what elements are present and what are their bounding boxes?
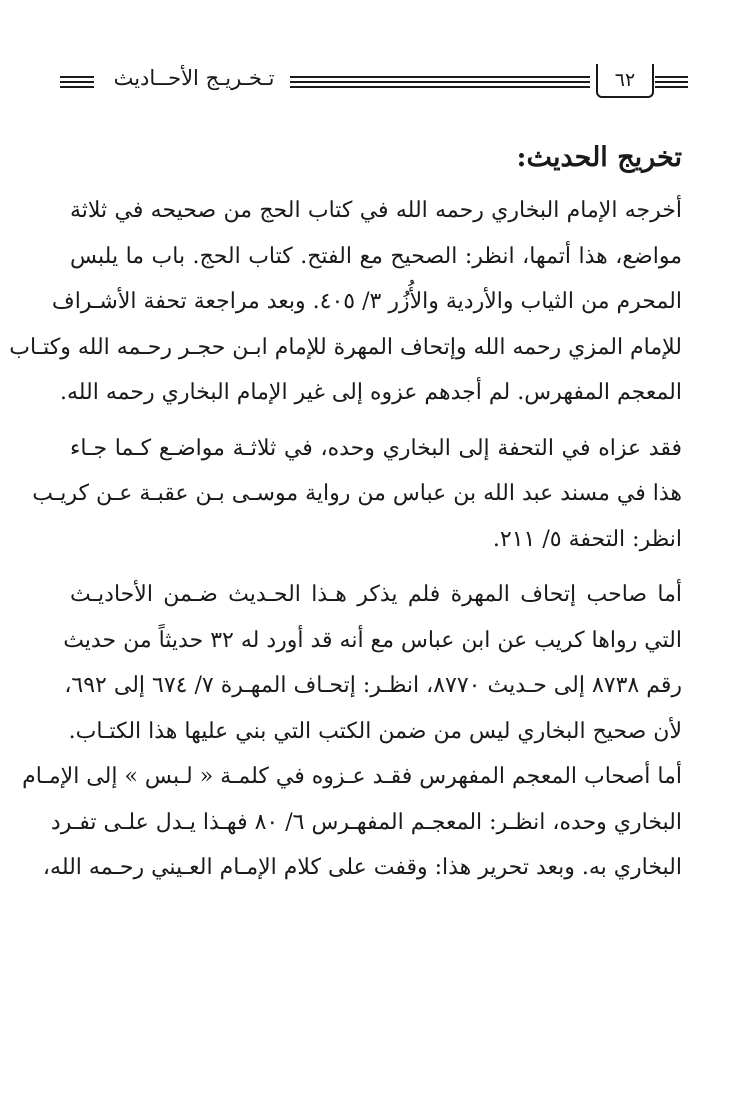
- header-rule-middle: [290, 76, 590, 88]
- running-header: [60, 62, 688, 102]
- text-line: رقم ٨٧٣٨ إلى حـديث ٨٧٧٠، انظـر: إتحـاف المهـرة ٧/ ٦٧٤ إلى ٦٩٢،: [64, 673, 682, 698]
- text-line: أما صاحب إتحاف المهرة فلم يذكر هـذا الحـديث ضـمن الأحاديـث: [70, 582, 682, 607]
- text-line: أما أصحاب المعجم المفهرس فقـد عـزوه في كلمـة « لـبس » إلى الإمـام: [22, 764, 682, 789]
- text-line: للإمام المزي رحمه الله وإتحاف المهرة للإمام ابـن حجـر رحـمه الله وكتـاب: [9, 334, 682, 360]
- text-line: فقد عزاه في التحفة إلى البخاري وحده، في ثلاثـة مواضـع كـما جـاء: [70, 435, 682, 461]
- text-line: البخاري به. وبعد تحرير هذا: وقفت على كلام الإمـام العـيني رحـمه الله،: [42, 855, 682, 880]
- running-title: تـخـريـج الأحــاديث: [113, 66, 275, 90]
- paragraph-3: [22, 572, 682, 891]
- header-rule-right: [655, 76, 688, 88]
- page-body: [9, 130, 682, 901]
- text-line: انظر: التحفة ٥/ ٢١١.: [492, 526, 682, 552]
- paragraph-2: [32, 426, 682, 563]
- text-line: لأن صحيح البخاري ليس من ضمن الكتب التي بني عليها هذا الكتـاب.: [68, 718, 682, 744]
- section-heading: تخريج الحديث:: [516, 142, 682, 173]
- text-line: التي رواها كريب عن ابن عباس مع أنه قد أورد له ٣٢ حديثاً من حديث: [63, 627, 682, 653]
- text-line: مواضع، هذا أتمها، انظر: الصحيح مع الفتح. كتاب الحج. باب ما يلبس: [70, 243, 682, 269]
- text-line: هذا في مسند عبد الله بن عباس من رواية موسـى بـن عقبـة عـن كريـب: [32, 481, 682, 506]
- text-line: المعجم المفهرس. لم أجدهم عزوه إلى غير الإمام البخاري رحمه الله.: [59, 380, 682, 405]
- text-line: البخاري وحده، انظـر: المعجـم المفهـرس ٦/ ٨٠ فهـذا يـدل علـى تفـرد: [50, 809, 682, 835]
- text-line: المحرم من الثياب والأردية والأُزُر ٣/ ٤٠٥. وبعد مراجعة تحفة الأشـراف: [51, 289, 682, 314]
- text-line: أخرجه الإمام البخاري رحمه الله في كتاب الحج من صحيحه في ثلاثة: [70, 198, 682, 223]
- paragraph-1: [9, 188, 682, 416]
- header-rule-left: [60, 76, 94, 88]
- page-number: ٦٢: [596, 64, 654, 98]
